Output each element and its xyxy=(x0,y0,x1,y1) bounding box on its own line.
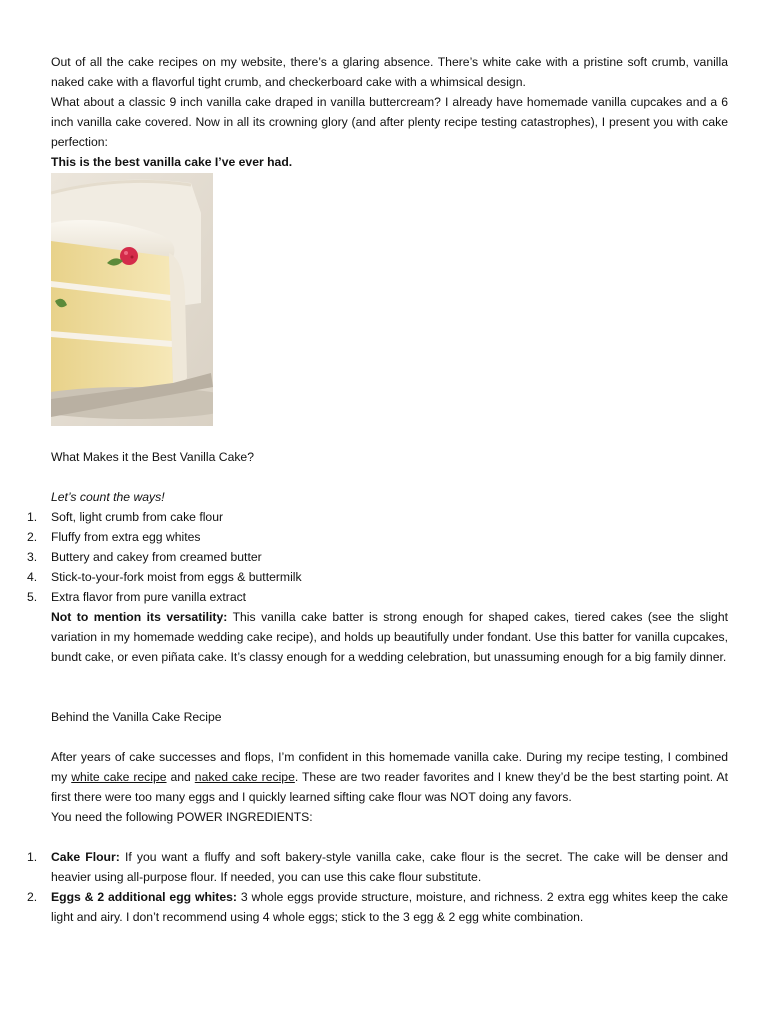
best-reasons-list xyxy=(27,507,728,607)
behind-paragraph: After years of cake successes and flops, I’m confident in this homemade vanilla cake. During my recipe testing, I combined my white cake recipe and naked cake recipe. These are two reader favorites and I knew they’d be the best starting point. At first there were too many eggs and I quickly learned sifting cake flour was NOT doing any favors. xyxy=(51,750,728,804)
list-item: 2. Fluffy from extra egg whites xyxy=(27,530,201,544)
raspberry-icon xyxy=(120,247,138,265)
cake-illustration xyxy=(51,173,213,426)
intro-paragraph-2: What about a classic 9 inch vanilla cake draped in vanilla buttercream? I already have homemade vanilla cupcakes and a 6 inch vanilla cake covered. Now in all its crowning glory (and after plenty recipe testing catastrophes), I present you with cake perfection: xyxy=(51,95,728,149)
naked-cake-recipe-link[interactable]: naked cake recipe xyxy=(194,770,295,784)
intro-statement: This is the best vanilla cake I’ve ever had. xyxy=(51,155,293,169)
power-ingredients-list xyxy=(27,847,729,927)
list-item: 2. Eggs & 2 additional egg whites: 3 whole eggs provide structure, moisture, and richness. 2 extra egg whites keep the cake light and airy. I don’t recommend using 4 whole eggs; stick to the 3 egg & 2 egg white combination. xyxy=(27,890,729,924)
section-heading-best: What Makes it the Best Vanilla Cake? xyxy=(51,450,254,464)
intro-paragraph-1: Out of all the cake recipes on my website, there’s a glaring absence. There’s white cake with a pristine soft crumb, vanilla naked cake with a flavorful tight crumb, and checkerboard cake with a whimsical design. xyxy=(51,55,728,89)
white-cake-recipe-link[interactable]: white cake recipe xyxy=(71,770,167,784)
list-item: 1. Soft, light crumb from cake flour xyxy=(27,510,224,524)
list-item: 5. Extra flavor from pure vanilla extract xyxy=(27,590,247,604)
list-item: 4. Stick-to-your-fork moist from eggs & buttermilk xyxy=(27,570,302,584)
list-item: 3. Buttery and cakey from creamed butter xyxy=(27,550,262,564)
list-item: 1. Cake Flour: If you want a fluffy and soft bakery-style vanilla cake, cake flour is the secret. The cake will be denser and heavier using all-purpose flour. If needed, you can use this cake flour substitute. xyxy=(27,850,728,884)
document-body xyxy=(27,52,729,927)
vanilla-cake-photo xyxy=(51,173,213,426)
section-heading-behind: Behind the Vanilla Cake Recipe xyxy=(51,710,222,724)
power-ingredients-intro: You need the following POWER INGREDIENTS: xyxy=(51,810,313,824)
section-subheading-ways: Let’s count the ways! xyxy=(51,490,165,504)
versatility-paragraph: Not to mention its versatility: This vanilla cake batter is strong enough for shaped cakes, tiered cakes (see the slight variation in my homemade wedding cake recipe), and holds up beautifully under fondant. Use this batter for vanilla cupcakes, bundt cake, or even piñata cake. It’s classy enough for a wedding celebration, but unassuming enough for a big family dinner. xyxy=(51,610,729,664)
